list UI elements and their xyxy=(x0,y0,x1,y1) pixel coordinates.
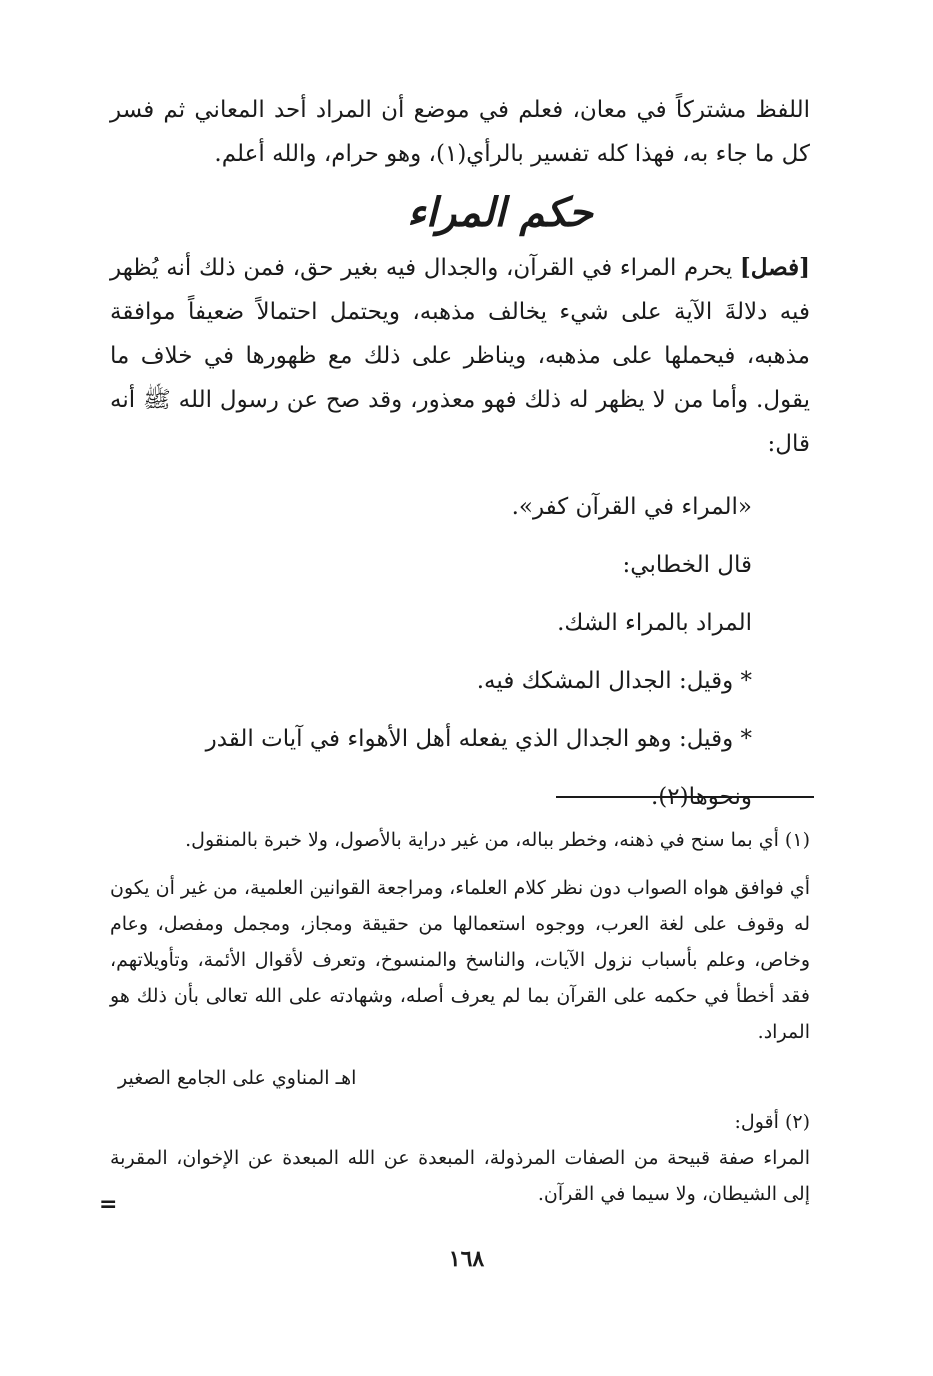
footnote-1-body: أي فوافق هواه الصواب دون نظر كلام العلماء، ومراجعة القوانين العلمية، من غير أن يكون له وقوف على لغة العرب، ووجوه استعمالها من حقيقة ومجاز، ومجمل ومفصل، وعام وخاص، وعلم بأسباب نزول الآيات، والناسخ والمنسوخ، وتعرف لأقوال الأئمة، وتأويلاتهم، فقد أخطأ في حكمه على القرآن بما لم يعرف أصله، وشهادته على الله تعالى بأن ذلك هو المراد. xyxy=(110,877,810,1043)
opinion-one: * وقيل: الجدال المشكك فيه. xyxy=(476,668,752,694)
footnote-1-head: (١) أي بما سنح في ذهنه، وخطر بباله، من غير دراية بالأصول، ولا خبرة بالمنقول. xyxy=(185,829,810,851)
khattabi-meaning: المراد بالمراء الشك. xyxy=(557,610,752,636)
khattabi-intro: قال الخطابي: xyxy=(622,552,752,578)
opinion-two: * وقيل: وهو الجدال الذي يفعله أهل الأهواء في آيات القدر ونحوها(٢). xyxy=(205,726,752,810)
section-label: [فصل] xyxy=(739,254,810,281)
footnote-1-source: اهـ المناوي على الجامع الصغير xyxy=(118,1067,357,1089)
main-text-block xyxy=(110,88,810,826)
opening-paragraph: اللفظ مشتركاً في معان، فعلم في موضع أن المراد أحد المعاني ثم فسر كل ما جاء به، فهذا كله تفسير بالرأي(١)، وهو حرام، والله أعلم. xyxy=(110,97,810,167)
section-paragraph-text: يحرم المراء في القرآن، والجدال فيه بغير حق، فمن ذلك أنه يُظهر فيه دلالةَ الآية على شيء يخالف مذهبه، ويحتمل احتمالاً ضعيفاً موافقة مذهبه، فيحملها على مذهبه، ويناظر على ذلك مع ظهورها في خلاف ما يقول. وأما من لا يظهر له ذلك فهو معذور، وقد صح عن رسول الله ﷺ أنه قال: xyxy=(110,255,810,457)
footnote-2-head: (٢) أقول: xyxy=(734,1111,810,1133)
footnote-divider xyxy=(556,796,814,798)
section-title: حكم المراء xyxy=(407,189,593,236)
hadith-quote: «المراء في القرآن كفر». xyxy=(511,494,752,520)
footnote-2-body: المراء صفة قبيحة من الصفات المرذولة، المبعدة عن الله المبعدة عن الإخوان، المقربة إلى الشيطان، ولا سيما في القرآن. xyxy=(110,1147,810,1205)
section-paragraph xyxy=(110,246,810,466)
continuation-mark: = xyxy=(99,1192,118,1217)
footnotes-block xyxy=(110,822,810,1212)
page-number: ١٦٨ xyxy=(448,1246,485,1272)
